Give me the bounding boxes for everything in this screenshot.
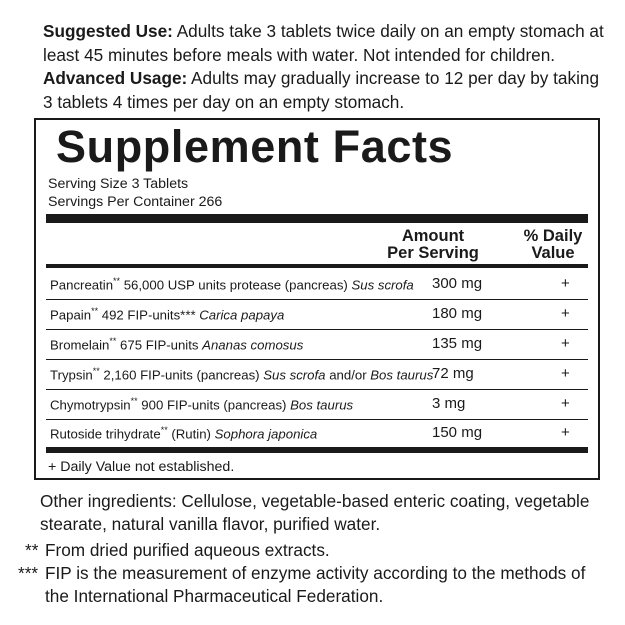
ingredient-name: Pancreatin** 56,000 USP units protease (pancreas) Sus scrofa <box>50 276 414 293</box>
ingredient-dv: + <box>561 275 570 292</box>
servings-per-container: Servings Per Container 266 <box>48 194 223 210</box>
ingredient-dv: + <box>561 335 570 352</box>
suggested-use-text: Adults take 3 tablets twice daily on an empty stomach at least 45 minutes before meals with water. Not intended for children. <box>43 21 604 65</box>
daily-value-footnote: + Daily Value not established. <box>48 459 235 475</box>
footnote-mark: *** <box>18 563 39 583</box>
bottom-divider <box>46 447 588 453</box>
ingredient-name: Rutoside trihydrate** (Rutin) Sophora japonica <box>50 425 318 442</box>
dv-header-line1: % Daily <box>523 227 583 245</box>
other-ingredients: Other ingredients: Cellulose, vegetable-based enteric coating, vegetable stearate, natural vanilla flavor, purified water. <box>40 491 590 534</box>
suggested-use-label: Suggested Use: <box>43 21 173 41</box>
ingredient-name: Trypsin** 2,160 FIP-units (pancreas) Sus scrofa and/or Bos taurus <box>50 366 434 383</box>
dv-header-line2: Value <box>531 244 575 262</box>
ingredient-row <box>46 390 588 419</box>
footnote-text: FIP is the measurement of enzyme activity according to the methods of the International Pharmaceutical Federation. <box>45 563 586 606</box>
ingredient-amount: 150 mg <box>432 424 483 441</box>
ingredient-name: Papain** 492 FIP-units*** Carica papaya <box>50 306 285 323</box>
ingredient-amount: 72 mg <box>432 365 474 382</box>
ingredient-dv: + <box>561 395 570 412</box>
ingredient-amount: 300 mg <box>432 275 483 292</box>
advanced-usage-text: Adults may gradually increase to 12 per day by taking 3 tablets 4 times per day on an empty stomach. <box>43 68 600 112</box>
facts-title: Supplement Facts <box>56 121 454 172</box>
suggested-use <box>43 20 613 67</box>
ingredient-row <box>46 300 588 329</box>
ingredient-amount: 180 mg <box>432 305 483 322</box>
ingredient-name: Chymotrypsin** 900 FIP-units (pancreas) Bos taurus <box>50 396 354 413</box>
footnote-text: From dried purified aqueous extracts. <box>45 540 330 560</box>
daily-value-header <box>508 228 598 262</box>
amount-header-line2: Per Serving <box>387 244 479 262</box>
ingredient-amount: 135 mg <box>432 335 483 352</box>
ingredient-row <box>46 270 588 299</box>
footnote-mark: ** <box>25 540 39 560</box>
ingredient-row <box>46 360 588 389</box>
ingredient-row <box>46 419 588 448</box>
thick-divider <box>46 214 588 223</box>
ingredient-dv: + <box>561 305 570 322</box>
usage-instructions <box>43 20 613 114</box>
amount-header <box>382 228 484 262</box>
ingredient-dv: + <box>561 365 570 382</box>
ingredient-row <box>46 330 588 359</box>
ingredient-name: Bromelain** 675 FIP-units Ananas comosus <box>50 336 304 353</box>
amount-header-line1: Amount <box>401 227 465 245</box>
ingredient-dv: + <box>561 424 570 441</box>
advanced-usage-label: Advanced Usage: <box>43 68 188 88</box>
advanced-usage <box>43 67 613 114</box>
serving-size: Serving Size 3 Tablets <box>48 176 189 192</box>
header-divider <box>46 264 588 268</box>
supplement-facts-panel <box>34 118 600 480</box>
ingredient-amount: 3 mg <box>432 395 466 412</box>
